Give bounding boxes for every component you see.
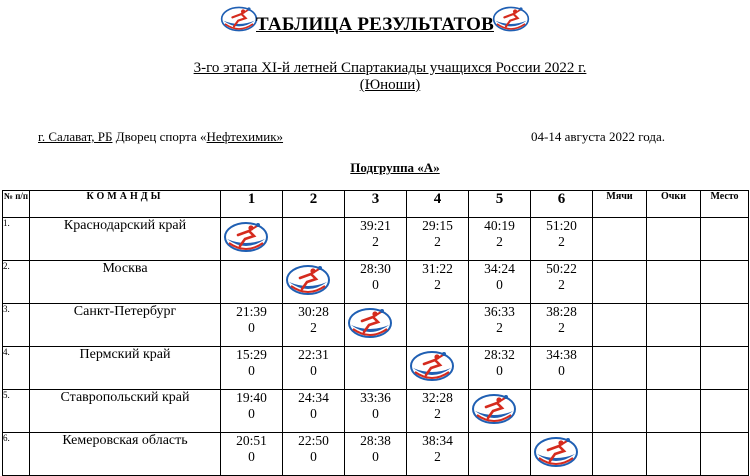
row-number: 1. [3,218,30,261]
header-col-4: 4 [407,191,469,218]
page-title: ТАБЛИЦА РЕЗУЛЬТАТОВ [256,14,494,35]
match-points: 2 [558,277,565,292]
self-match-cell [221,218,283,261]
points-cell [647,218,701,261]
match-score: 29:15 [422,218,453,233]
place-cell [701,304,749,347]
venue-name: Нефтехимик» [206,129,284,144]
match-score: 31:22 [422,261,453,276]
balls-cell [593,218,647,261]
score-cell [469,261,531,304]
table-row [3,261,749,304]
match-points: 0 [496,277,503,292]
score-cell [283,390,345,433]
header-col-6: 6 [531,191,593,218]
match-points: 0 [372,277,379,292]
self-match-cell [345,304,407,347]
handball-logo-icon [220,4,258,34]
score-cell [407,390,469,433]
match-points: 0 [372,406,379,421]
place-cell [701,218,749,261]
team-name: Кемеровская область [30,433,221,476]
header-col-3: 3 [345,191,407,218]
place-cell [701,433,749,476]
score-cell [531,390,593,433]
match-score: 22:50 [298,433,329,448]
score-cell [469,347,531,390]
score-cell [407,304,469,347]
place-cell [701,390,749,433]
score-cell [407,261,469,304]
match-score: 51:20 [546,218,577,233]
match-score: 28:30 [360,261,391,276]
handball-logo-icon [285,262,331,298]
header-col-2: 2 [283,191,345,218]
score-cell [345,433,407,476]
score-cell [469,218,531,261]
match-points: 2 [434,234,441,249]
team-name: Санкт-Петербург [30,304,221,347]
results-table [2,190,749,476]
row-number: 4. [3,347,30,390]
header-col-1: 1 [221,191,283,218]
match-score: 28:32 [484,347,515,362]
match-score: 34:24 [484,261,515,276]
handball-logo-icon [347,305,393,341]
place-cell [701,261,749,304]
self-match-cell [407,347,469,390]
points-cell [647,390,701,433]
team-name: Ставропольский край [30,390,221,433]
header-teams: КОМАНДЫ [30,191,221,218]
score-cell [531,261,593,304]
match-score: 22:31 [298,347,329,362]
score-cell [221,390,283,433]
score-cell [469,433,531,476]
points-cell [647,347,701,390]
table-row [3,390,749,433]
self-match-cell [283,261,345,304]
table-row [3,347,749,390]
team-name: Москва [30,261,221,304]
points-cell [647,261,701,304]
balls-cell [593,304,647,347]
header-balls: Мячи [593,191,647,218]
match-points: 0 [496,363,503,378]
row-number: 5. [3,390,30,433]
table-header-row [3,191,749,218]
match-score: 32:28 [422,390,453,405]
table-row [3,433,749,476]
header-num: № п/п [3,191,30,218]
header-col-5: 5 [469,191,531,218]
match-points: 2 [496,320,503,335]
self-match-cell [469,390,531,433]
match-points: 2 [496,234,503,249]
match-points: 0 [248,449,255,464]
header-place: Место [701,191,749,218]
points-cell [647,304,701,347]
place-cell [701,347,749,390]
header-points: Очки [647,191,701,218]
score-cell [407,218,469,261]
match-score: 24:34 [298,390,329,405]
match-score: 39:21 [360,218,391,233]
match-points: 0 [310,406,317,421]
handball-logo-icon [492,4,530,34]
handball-logo-icon [533,434,579,470]
balls-cell [593,390,647,433]
match-points: 2 [558,234,565,249]
score-cell [531,218,593,261]
score-cell [221,347,283,390]
venue-place: Дворец спорта « [112,129,207,144]
score-cell [531,304,593,347]
match-points: 0 [310,449,317,464]
score-cell [345,390,407,433]
match-points: 0 [310,363,317,378]
score-cell [221,433,283,476]
match-points: 0 [248,320,255,335]
balls-cell [593,433,647,476]
match-score: 38:28 [546,304,577,319]
points-cell [647,433,701,476]
match-score: 28:38 [360,433,391,448]
score-cell [283,347,345,390]
event-dates: 04-14 августа 2022 года. [531,129,665,144]
score-cell [345,218,407,261]
match-score: 21:39 [236,304,267,319]
match-score: 33:36 [360,390,391,405]
table-row [3,218,749,261]
match-score: 30:28 [298,304,329,319]
score-cell [283,304,345,347]
score-cell [531,347,593,390]
match-score: 20:51 [236,433,267,448]
match-score: 19:40 [236,390,267,405]
match-points: 0 [558,363,565,378]
match-score: 34:38 [546,347,577,362]
venue [38,129,283,145]
match-score: 36:33 [484,304,515,319]
score-cell [221,304,283,347]
match-points: 0 [248,406,255,421]
row-number: 3. [3,304,30,347]
score-cell [469,304,531,347]
match-points: 2 [434,277,441,292]
score-cell [283,433,345,476]
score-cell [345,347,407,390]
score-cell [345,261,407,304]
match-score: 50:22 [546,261,577,276]
match-points: 2 [434,449,441,464]
handball-logo-icon [471,391,517,427]
score-cell [221,261,283,304]
handball-logo-icon [409,348,455,384]
subtitle-category: (Юноши) [359,77,421,93]
match-points: 2 [310,320,317,335]
team-name: Краснодарский край [30,218,221,261]
match-points: 0 [248,363,255,378]
title-row [0,4,750,38]
score-cell [283,218,345,261]
match-points: 2 [558,320,565,335]
subtitle-event: 3-го этапа XI-й летней Спартакиады учащихся России 2022 г. [193,60,587,76]
balls-cell [593,261,647,304]
score-cell [407,433,469,476]
balls-cell [593,347,647,390]
match-score: 38:34 [422,433,453,448]
match-score: 15:29 [236,347,267,362]
table-row [3,304,749,347]
match-points: 2 [372,234,379,249]
self-match-cell [531,433,593,476]
match-points: 2 [434,406,441,421]
row-number: 6. [3,433,30,476]
handball-logo-icon [223,219,269,255]
match-score: 40:19 [484,218,515,233]
subgroup-title: Подгруппа «А» [350,160,440,175]
venue-city: г. Салават, РБ [38,129,113,144]
match-points: 0 [372,449,379,464]
row-number: 2. [3,261,30,304]
team-name: Пермский край [30,347,221,390]
